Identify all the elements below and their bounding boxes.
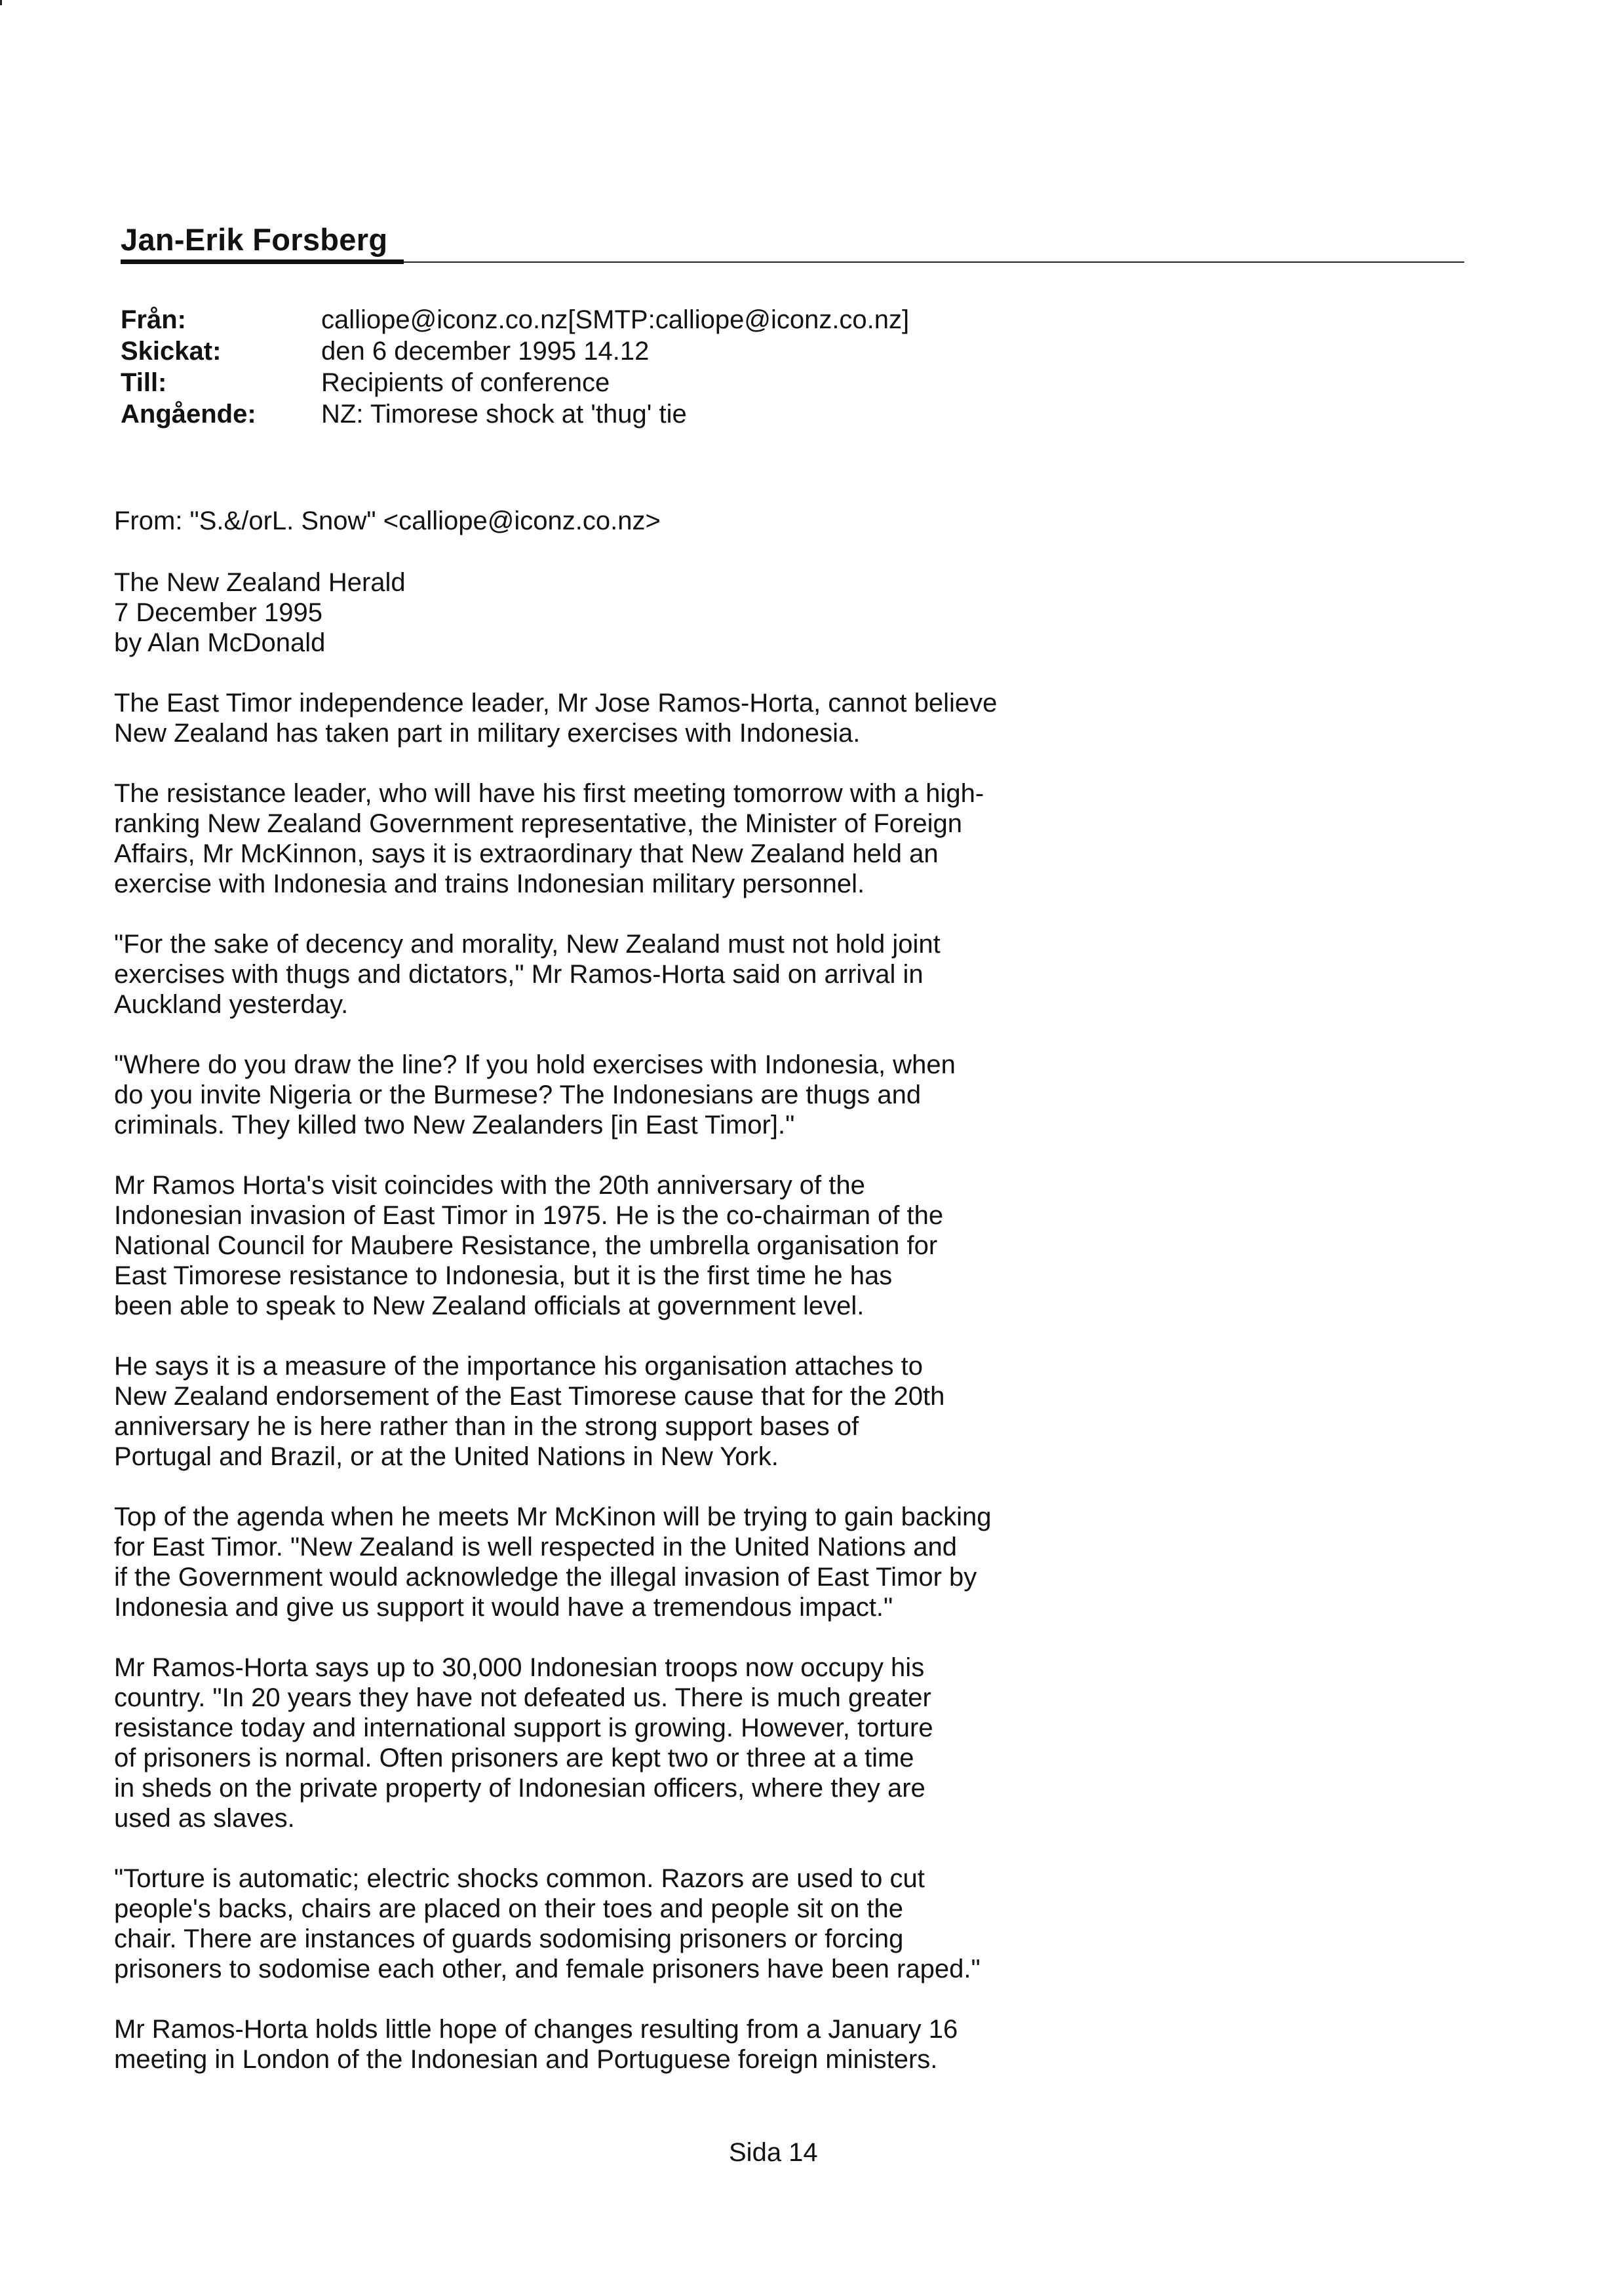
meta-key: Till: — [121, 368, 167, 397]
article-paragraph: He says it is a measure of the importance his organisation attaches to New Zealand endorsement of the East Timorese cause that for the 20th anniversary he is here rather than in the strong support bases of Portugal and Brazil, or at the United Nations in New York. — [114, 1352, 945, 1471]
sender-name-heading: Jan-Erik Forsberg — [121, 222, 388, 257]
meta-row-to — [121, 367, 909, 398]
article-paragraph: The East Timor independence leader, Mr Jose Ramos-Horta, cannot believe New Zealand has taken part in military exercises with Indonesia. — [114, 689, 998, 748]
email-metadata — [121, 304, 909, 430]
scan-edge-mark — [0, 0, 2, 5]
email-body — [114, 506, 1137, 2105]
meta-value: Recipients of conference — [321, 368, 610, 397]
article-paragraph: The resistance leader, who will have his first meeting tomorrow with a high- ranking New Zealand Government representative, the Minister of Foreign Affairs, Mr McKinnon, says it is extraordinary that New Zealand held an exercise with Indonesia and trains Indonesian military personnel. — [114, 779, 984, 898]
meta-row-subject — [121, 398, 909, 430]
header-rule — [121, 259, 1464, 269]
article-paragraph: "Torture is automatic; electric shocks common. Razors are used to cut people's backs, chairs are placed on their toes and people sit on the chair. There are instances of guards sodomising prisoners or forcing prisoners to sodomise each other, and female prisoners have been raped." — [114, 1864, 981, 1983]
meta-value: calliope@iconz.co.nz[SMTP:calliope@iconz.co.nz] — [321, 305, 910, 334]
article-paragraph: Mr Ramos-Horta says up to 30,000 Indonesian troops now occupy his country. "In 20 years they have not defeated us. There is much greater resistance today and international support is growing. However, torture of prisoners is normal. Often prisoners are kept two or three at a time in sheds on the private property of Indonesian officers, where they are used as slaves. — [114, 1653, 933, 1833]
meta-key: Skickat: — [121, 337, 222, 366]
article-paragraph: "For the sake of decency and morality, New Zealand must not hold joint exercises with thugs and dictators," Mr Ramos-Horta said on arrival in Auckland yesterday. — [114, 930, 941, 1019]
meta-row-from — [121, 304, 909, 335]
meta-key: Angående: — [121, 400, 256, 429]
meta-row-sent — [121, 335, 909, 367]
article-paragraph: Mr Ramos-Horta holds little hope of changes resulting from a January 16 meeting in London of the Indonesian and Portuguese foreign ministers. — [114, 2015, 958, 2074]
meta-key: Från: — [121, 305, 186, 334]
page-number: Sida 14 — [729, 2138, 818, 2167]
article-source: The New Zealand Herald 7 December 1995 by Alan McDonald — [114, 568, 406, 657]
document-header — [121, 221, 1464, 269]
article-paragraph: "Where do you draw the line? If you hold exercises with Indonesia, when do you invite Nigeria or the Burmese? The Indonesians are thugs and criminals. They killed two New Zealanders [in East Timor]." — [114, 1050, 956, 1139]
meta-value: den 6 december 1995 14.12 — [321, 337, 650, 366]
article-paragraph: Mr Ramos Horta's visit coincides with the 20th anniversary of the Indonesian invasion of East Timor in 1975. He is the co-chairman of the National Council for Maubere Resistance, the umbrella organisation for East Timorese resistance to Indonesia, but it is the first time he has been able to speak to New Zealand officials at government level. — [114, 1171, 944, 1320]
body-from-line: From: "S.&/orL. Snow" <calliope@iconz.co.nz> — [114, 507, 661, 535]
header-rule-thick — [121, 259, 404, 264]
meta-value: NZ: Timorese shock at 'thug' tie — [321, 400, 687, 429]
article-paragraph: Top of the agenda when he meets Mr McKinon will be trying to gain backing for East Timor. "New Zealand is well respected in the United Nations and if the Government would acknowledge the illegal invasion of East Timor by Indonesia and give us support it would have a tremendous impact." — [114, 1502, 992, 1622]
